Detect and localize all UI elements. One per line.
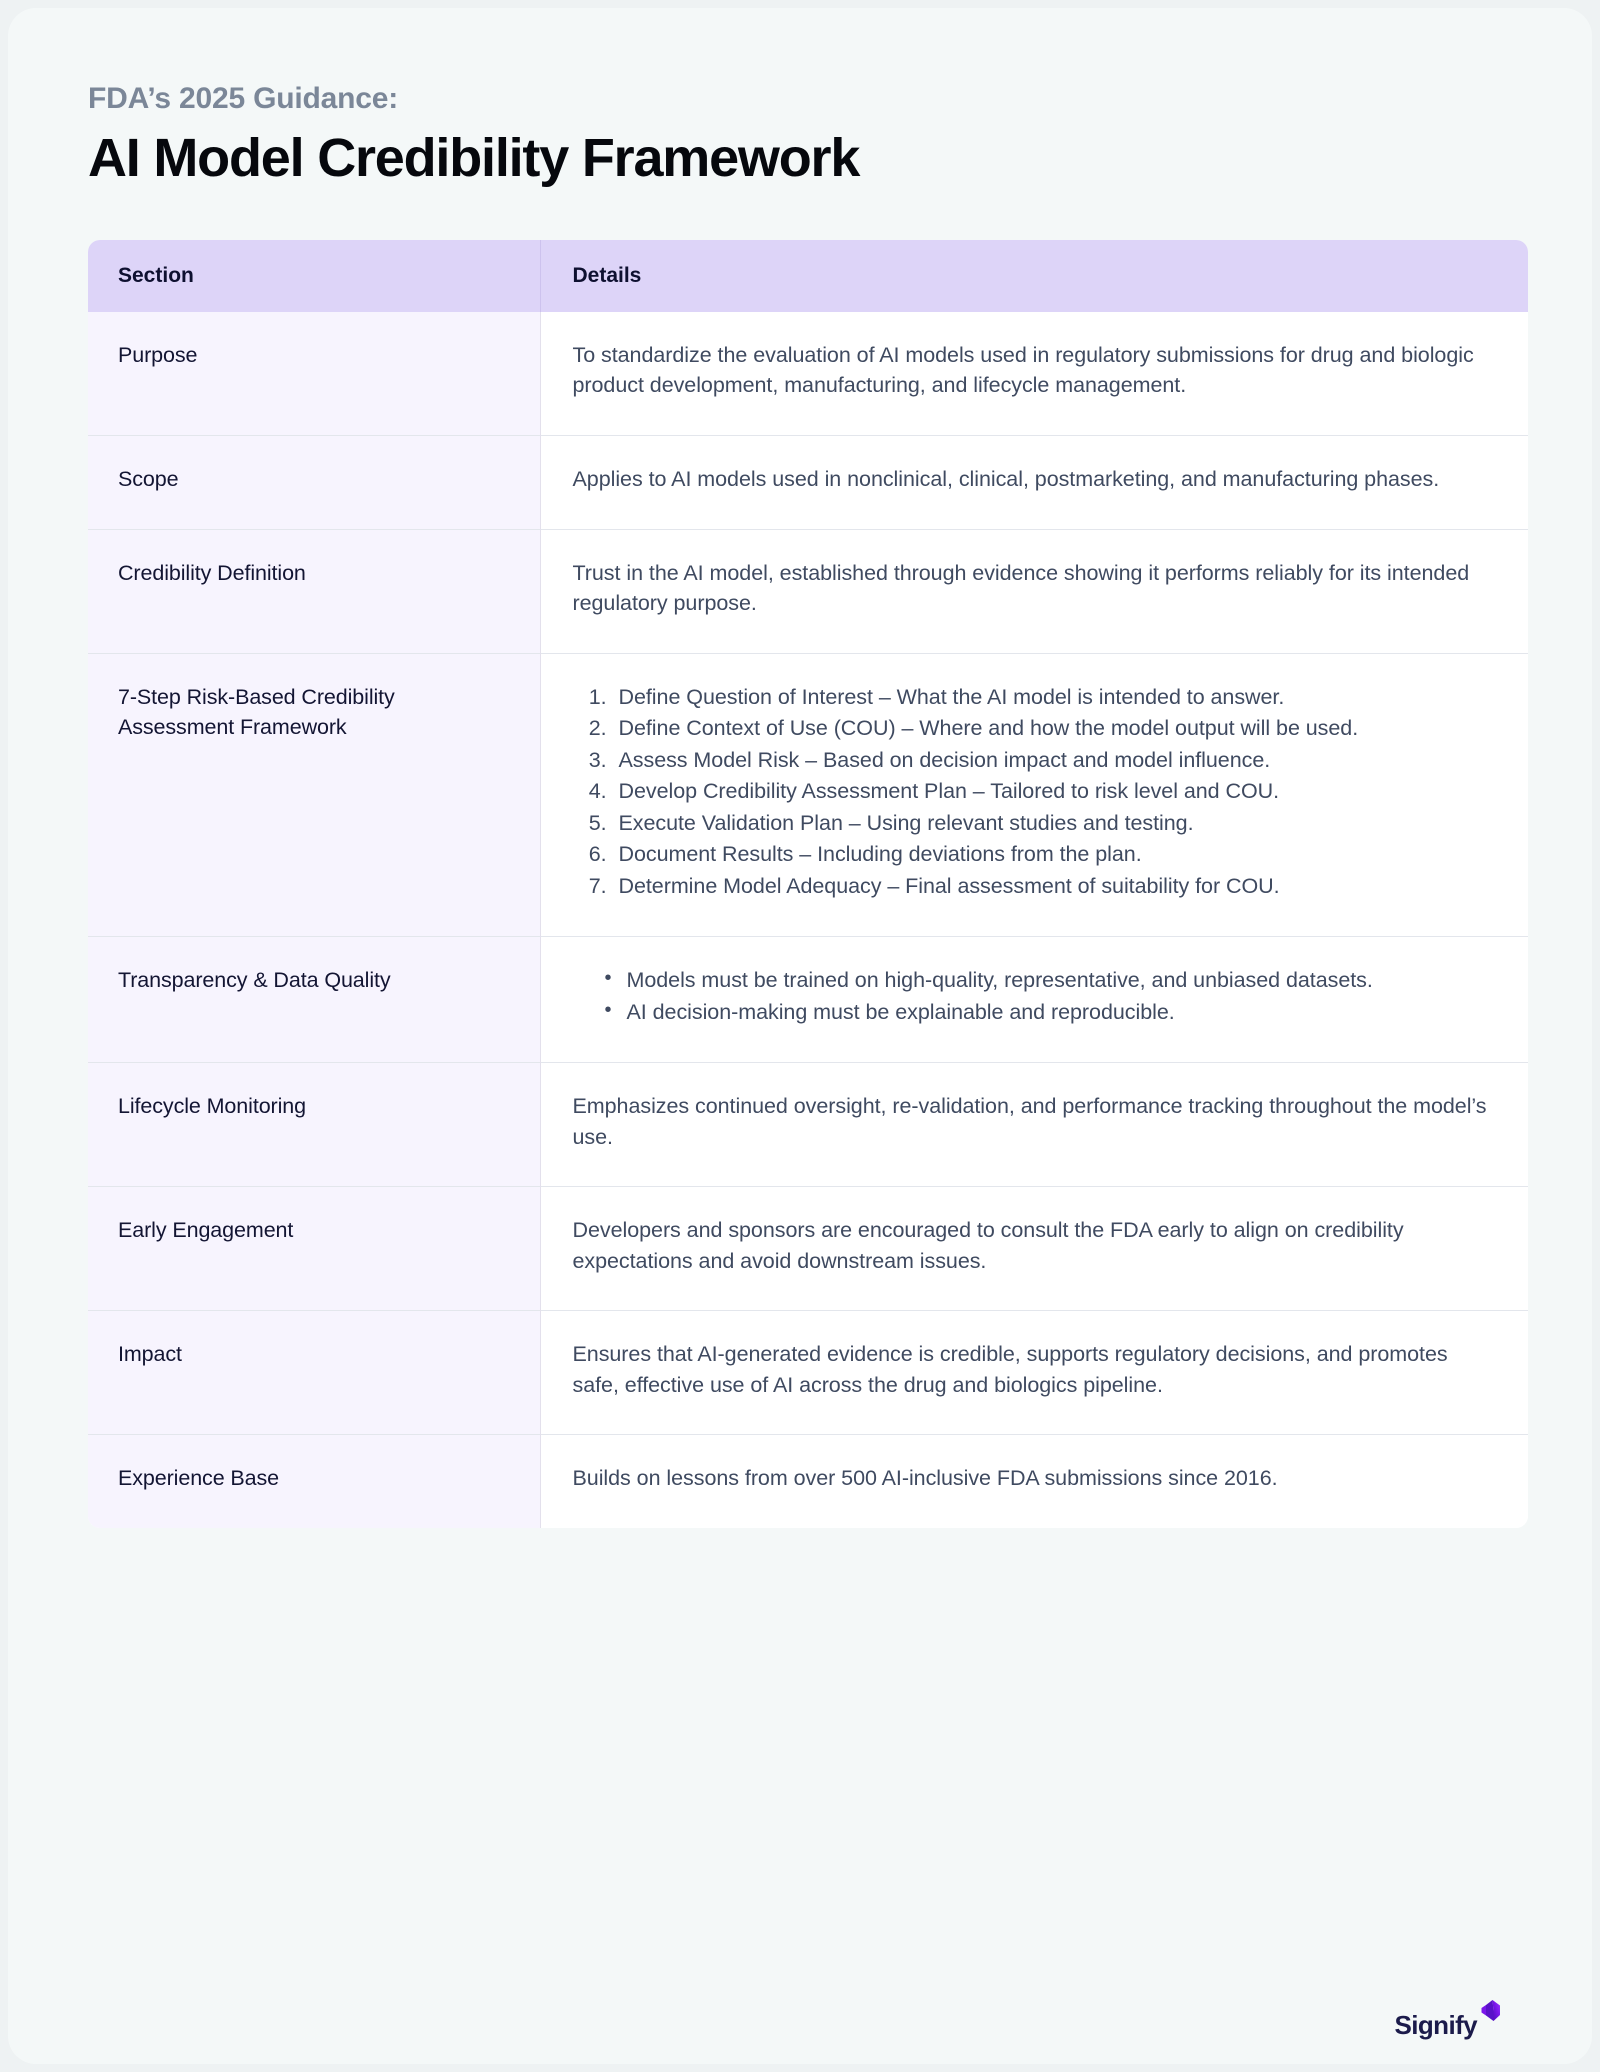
table-row — [88, 1063, 1528, 1187]
list-item: 6. Document Results – Including deviations from the plan. — [613, 839, 1493, 870]
footer-brand — [1395, 2000, 1500, 2038]
list-item: 2. Define Context of Use (COU) – Where and how the model output will be used. — [613, 713, 1493, 744]
brand-name: Signify — [1394, 2010, 1477, 2040]
bullet-list — [573, 965, 1493, 1027]
cell-section: Early Engagement — [88, 1187, 540, 1311]
table-row — [88, 1435, 1528, 1528]
table-row — [88, 1311, 1528, 1435]
table-row — [88, 436, 1528, 530]
cell-details — [540, 937, 1528, 1063]
ordered-step-list — [573, 682, 1493, 902]
cell-section: Credibility Definition — [88, 529, 540, 653]
table-header-row — [88, 240, 1528, 312]
content-area — [8, 8, 1592, 1528]
details-paragraph: Trust in the AI model, established through evidence showing it performs reliably for its intended regulatory purpose. — [572, 560, 1470, 616]
details-paragraph: Emphasizes continued oversight, re-validation, and performance tracking throughout the model’s use. — [572, 1094, 1487, 1149]
page-eyebrow: FDA’s 2025 Guidance: — [88, 82, 399, 115]
column-header-section: Section — [88, 240, 540, 312]
leaf-mark-icon — [1480, 2000, 1500, 2026]
table-row — [88, 529, 1528, 653]
cell-details — [540, 312, 1528, 436]
cell-details — [540, 653, 1528, 937]
table-body — [88, 312, 1528, 1528]
cell-section: Lifecycle Monitoring — [88, 1063, 540, 1187]
table-row — [88, 1187, 1528, 1311]
cell-details — [540, 529, 1528, 653]
framework-table-wrapper — [88, 240, 1528, 1528]
details-paragraph: Builds on lessons from over 500 AI-inclusive FDA submissions since 2016. — [572, 1466, 1278, 1491]
cell-section: Impact — [88, 1311, 540, 1435]
details-paragraph: Applies to AI models used in nonclinical, clinical, postmarketing, and manufacturing phases. — [572, 467, 1440, 491]
cell-details — [540, 436, 1528, 530]
cell-section: Purpose — [88, 312, 540, 436]
cell-section: Scope — [88, 436, 540, 530]
table-row — [88, 937, 1528, 1063]
cell-details — [540, 1435, 1528, 1528]
cell-details — [540, 1063, 1528, 1187]
cell-details — [540, 1311, 1528, 1435]
table-row — [88, 653, 1528, 937]
details-paragraph: Ensures that AI-generated evidence is credible, supports regulatory decisions, and promotes safe, effective use of AI across the drug and biologics pipeline. — [572, 1342, 1448, 1397]
details-paragraph: To standardize the evaluation of AI models used in regulatory submissions for drug and biologic product development, manufacturing, and lifecycle management. — [572, 342, 1474, 398]
list-item: 3. Assess Model Risk – Based on decision impact and model influence. — [613, 745, 1493, 776]
table-row — [88, 312, 1528, 436]
framework-table — [88, 240, 1528, 1528]
cell-section: 7-Step Risk-Based Credibility Assessment Framework — [88, 653, 540, 937]
list-item: 4. Develop Credibility Assessment Plan – Tailored to risk level and COU. — [613, 776, 1493, 807]
list-item: • Models must be trained on high-quality, representative, and unbiased datasets. — [603, 965, 1493, 996]
table-header — [88, 240, 1528, 312]
list-item: 5. Execute Validation Plan – Using relevant studies and testing. — [613, 808, 1493, 839]
list-item: • AI decision-making must be explainable and reproducible. — [603, 997, 1493, 1028]
column-header-details: Details — [540, 240, 1528, 312]
page-title: AI Model Credibility Framework — [88, 127, 860, 188]
cell-details — [540, 1187, 1528, 1311]
details-paragraph: Developers and sponsors are encouraged to consult the FDA early to align on credibility expectations and avoid downstream issues. — [572, 1218, 1404, 1273]
list-item: 1. Define Question of Interest – What the AI model is intended to answer. — [613, 682, 1493, 713]
cell-section: Transparency & Data Quality — [88, 937, 540, 1063]
page-card — [8, 8, 1592, 2064]
cell-section: Experience Base — [88, 1435, 540, 1528]
list-item: 7. Determine Model Adequacy – Final assessment of suitability for COU. — [613, 871, 1493, 902]
